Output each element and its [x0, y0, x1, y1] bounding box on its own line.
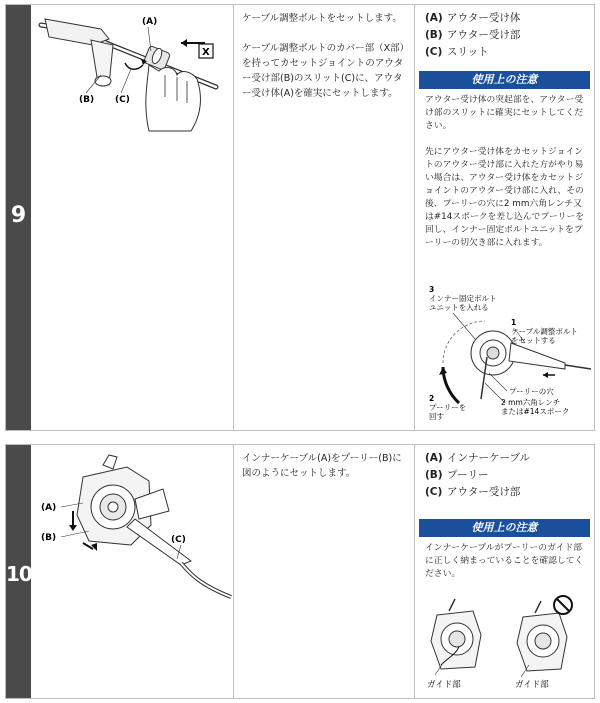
label-x: X	[202, 47, 210, 58]
step-9-sidebar	[415, 5, 594, 430]
step-10-legend	[415, 445, 594, 501]
incorrect-example	[515, 596, 572, 690]
step-number: 9	[10, 203, 27, 228]
guide-label-right: ガイド部	[515, 680, 549, 690]
label-c: (C)	[171, 535, 186, 545]
diagram-step-2-text-2: 回す	[429, 412, 444, 421]
inner-cable-illustration	[31, 445, 234, 605]
pulley-diagram	[415, 283, 594, 423]
step-10-instructions	[234, 445, 415, 698]
diagram-wrench-2: または#14スポーク	[501, 407, 570, 416]
diagram-step-2-num: 2	[429, 394, 435, 403]
step-number-bar	[6, 5, 31, 430]
caution-text	[415, 537, 594, 581]
instruction-1: ケーブル調整ボルトをセットします。	[242, 13, 402, 24]
caution-text	[415, 89, 594, 250]
caution-paragraph-2: 先にアウター受け体をカセットジョイントのアウター受け部に入れた方がやり易い場合は、アウター受け体をカセットジョイントのアウター受け部に入れ、その後、プーリーの穴に2 mm六角レンチ又は#14スポークを差し込んでプーリーを回し、インナー固定ボルトユニットをプーリーの切欠き部に入れます。	[425, 147, 585, 248]
diagram-step-3-text: インナー固定ボルト	[429, 294, 497, 303]
diagram-step-1-num: 1	[511, 318, 517, 327]
legend-item: (C) アウター受け部	[425, 486, 521, 498]
label-b: (B)	[41, 533, 57, 543]
step-9-figure	[31, 5, 234, 430]
legend-item: (B) プーリー	[425, 469, 489, 481]
legend-item: (A) アウター受け体	[425, 12, 521, 24]
step-10-panel	[5, 444, 595, 699]
guide-comparison-diagram	[415, 595, 594, 695]
label-a: (A)	[142, 17, 158, 27]
label-b: (B)	[79, 95, 95, 105]
caution-banner: 使用上の注意	[419, 71, 590, 89]
diagram-step-1-text: ケーブル調整ボルト	[511, 327, 578, 336]
step-number: 10	[6, 562, 32, 586]
step-9-panel	[5, 4, 595, 431]
diagram-step-1-text-2: をセットする	[511, 336, 556, 345]
label-a: (A)	[41, 503, 57, 513]
diagram-step-3-num: 3	[429, 285, 435, 294]
legend-item: (A) インナーケーブル	[425, 452, 531, 464]
label-c: (C)	[115, 95, 130, 105]
guide-label-left: ガイド部	[427, 680, 461, 690]
caution-paragraph-1: インナーケーブルがプーリーのガイド部に正しく納まっていることを確認してください。	[425, 543, 584, 579]
step-9-legend	[415, 5, 594, 61]
caution-banner: 使用上の注意	[419, 519, 590, 537]
diagram-pulley-hole: プーリーの穴	[509, 387, 554, 396]
step-10-figure	[31, 445, 234, 698]
correct-example	[427, 599, 481, 690]
cable-adjust-illustration	[31, 5, 234, 155]
caution-paragraph-1: アウター受け体の突起部を、アウター受け部のスリットに確実にセットしてください。	[425, 95, 584, 131]
step-10-sidebar	[415, 445, 594, 698]
instruction-1: インナーケーブル(A)をプーリー(B)に図のようにセットします。	[242, 453, 402, 479]
legend-item: (B) アウター受け部	[425, 29, 521, 41]
step-9-instructions	[234, 5, 415, 430]
instruction-2: ケーブル調整ボルトのカバー部（X部）を持ってカセットジョイントのアウター受け部(B)のスリット(C)に、アウター受け体(A)を確実にセットします。	[242, 43, 405, 99]
legend-item: (C) スリット	[425, 46, 489, 58]
diagram-step-2-text: プーリーを	[429, 403, 467, 412]
step-number-bar	[6, 445, 31, 698]
diagram-step-3-text-2: ユニットを入れる	[429, 303, 489, 312]
diagram-wrench: 2 mm六角レンチ	[501, 398, 561, 407]
